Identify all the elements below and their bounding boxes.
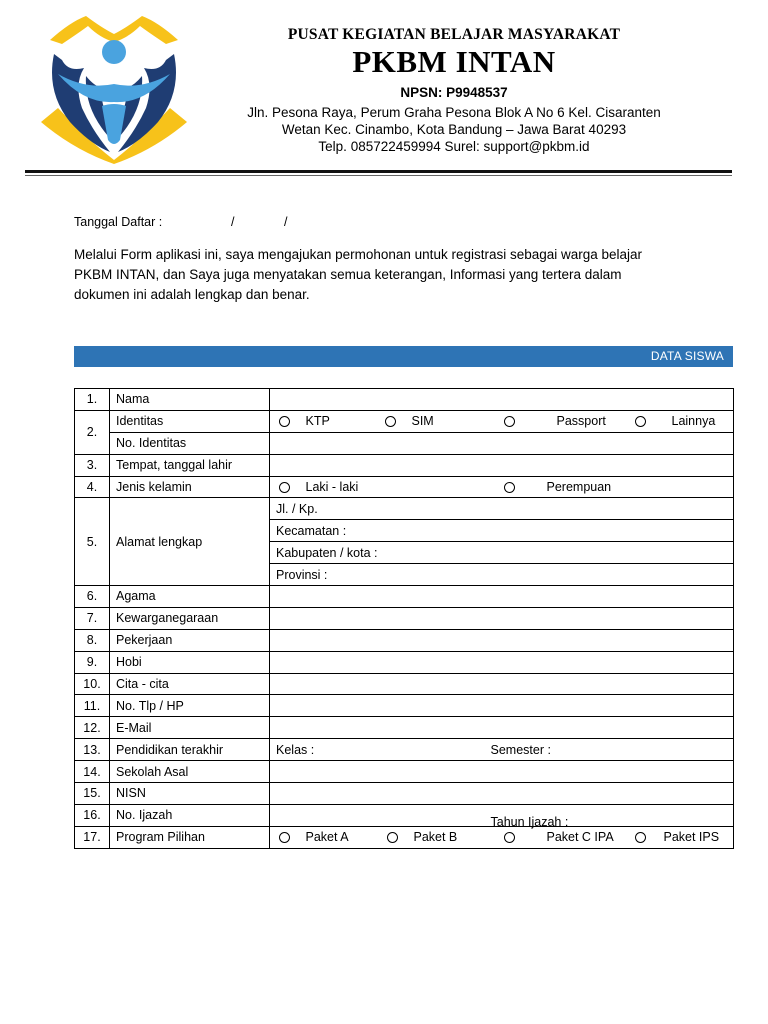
form-row-address xyxy=(75,498,734,520)
form-row-identity xyxy=(75,410,734,432)
field-label: Cita - cita xyxy=(110,673,270,695)
citizenship-input[interactable] xyxy=(270,607,734,629)
radio-icon[interactable] xyxy=(635,416,646,427)
header-divider xyxy=(25,170,732,173)
radio-icon[interactable] xyxy=(635,832,646,843)
street-input[interactable]: Jl. / Kp. xyxy=(270,498,734,520)
row-number: 1. xyxy=(75,389,110,411)
name-input[interactable] xyxy=(270,389,734,411)
option-paket-c-ipa[interactable]: Paket C IPA xyxy=(504,830,614,844)
radio-icon[interactable] xyxy=(387,832,398,843)
field-label: Sekolah Asal xyxy=(110,761,270,783)
nisn-input[interactable] xyxy=(270,783,734,805)
section-banner xyxy=(74,346,733,367)
option-paket-a[interactable]: Paket A xyxy=(279,830,349,844)
form-row-occupation xyxy=(75,629,734,651)
registration-date-label: Tanggal Daftar : xyxy=(74,215,163,229)
form-row-previous-school xyxy=(75,761,734,783)
student-data-form xyxy=(74,388,734,849)
certificate-year-label: Tahun Ijazah : xyxy=(490,815,569,830)
email-input[interactable] xyxy=(270,717,734,739)
address xyxy=(220,104,688,138)
row-number: 14. xyxy=(75,761,110,783)
occupation-input[interactable] xyxy=(270,629,734,651)
address-line-2: Wetan Kec. Cinambo, Kota Bandung – Jawa Barat 40293 xyxy=(281,122,627,137)
identity-number-input[interactable] xyxy=(270,432,734,454)
field-label: Tempat, tanggal lahir xyxy=(110,454,270,476)
row-number: 3. xyxy=(75,454,110,476)
pkbm-logo xyxy=(36,12,192,164)
intro-line: Melalui Form aplikasi ini, saya mengajukan permohonan untuk registrasi sebagai warga belajar xyxy=(74,247,643,262)
row-number: 6. xyxy=(75,586,110,608)
field-label: Identitas xyxy=(110,410,270,432)
field-label: NISN xyxy=(110,783,270,805)
district-input[interactable]: Kecamatan : xyxy=(270,520,734,542)
row-number: 8. xyxy=(75,629,110,651)
field-label: Kewarganegaraan xyxy=(110,607,270,629)
radio-icon[interactable] xyxy=(279,832,290,843)
header-divider-thin xyxy=(25,175,732,176)
field-label: No. Tlp / HP xyxy=(110,695,270,717)
row-number: 4. xyxy=(75,476,110,498)
option-sim[interactable]: SIM xyxy=(385,414,434,428)
previous-school-input[interactable] xyxy=(270,761,734,783)
form-row-program xyxy=(75,826,734,848)
field-label: No. Identitas xyxy=(110,432,270,454)
intro-line: PKBM INTAN, dan Saya juga menyatakan semua keterangan, Informasi yang tertera dalam xyxy=(74,267,622,282)
row-number: 15. xyxy=(75,783,110,805)
form-row-hobby xyxy=(75,651,734,673)
form-row-certificate xyxy=(75,804,734,826)
radio-icon[interactable] xyxy=(504,832,515,843)
date-separator: / xyxy=(231,215,235,229)
radio-icon[interactable] xyxy=(504,416,515,427)
province-input[interactable]: Provinsi : xyxy=(270,564,734,586)
class-label: Kelas : xyxy=(276,742,315,757)
row-number: 17. xyxy=(75,826,110,848)
row-number: 2. xyxy=(75,410,110,454)
row-number: 13. xyxy=(75,739,110,761)
identity-options xyxy=(270,410,734,432)
aspiration-input[interactable] xyxy=(270,673,734,695)
phone-input[interactable] xyxy=(270,695,734,717)
field-label: Hobi xyxy=(110,651,270,673)
form-row-religion xyxy=(75,586,734,608)
intro-statement xyxy=(74,245,714,305)
semester-label: Semester : xyxy=(490,742,551,757)
option-ktp[interactable]: KTP xyxy=(279,414,330,428)
form-row-email xyxy=(75,717,734,739)
organization-name: PKBM INTAN xyxy=(352,44,556,79)
gender-options xyxy=(270,476,734,498)
contact-info: Telp. 085722459994 Surel: support@pkbm.id xyxy=(318,139,590,154)
row-number: 9. xyxy=(75,651,110,673)
form-row-citizenship xyxy=(75,607,734,629)
form-row-birth xyxy=(75,454,734,476)
form-row-phone xyxy=(75,695,734,717)
radio-icon[interactable] xyxy=(385,416,396,427)
certificate-input[interactable] xyxy=(270,804,734,830)
option-passport[interactable]: Passport xyxy=(504,414,606,428)
row-number: 11. xyxy=(75,695,110,717)
field-label: E-Mail xyxy=(110,717,270,739)
field-label: Jenis kelamin xyxy=(110,476,270,498)
form-row-gender xyxy=(75,476,734,498)
education-input[interactable] xyxy=(270,739,734,761)
date-separator: / xyxy=(284,215,288,229)
row-number: 16. xyxy=(75,804,110,826)
form-row-education xyxy=(75,739,734,761)
city-input[interactable]: Kabupaten / kota : xyxy=(270,542,734,564)
birth-input[interactable] xyxy=(270,454,734,476)
field-label: Pekerjaan xyxy=(110,629,270,651)
radio-icon[interactable] xyxy=(279,482,290,493)
row-number: 5. xyxy=(75,498,110,586)
field-label: Program Pilihan xyxy=(110,826,270,848)
religion-input[interactable] xyxy=(270,586,734,608)
option-male[interactable]: Laki - laki xyxy=(279,480,359,494)
npsn: NPSN: P9948537 xyxy=(400,85,508,100)
field-label: No. Ijazah xyxy=(110,804,270,826)
radio-icon[interactable] xyxy=(279,416,290,427)
form-row-name xyxy=(75,389,734,411)
address-line-1: Jln. Pesona Raya, Perum Graha Pesona Blok A No 6 Kel. Cisaranten xyxy=(247,105,661,120)
intro-line: dokumen ini adalah lengkap dan benar. xyxy=(74,287,310,302)
form-row-identity-number xyxy=(75,432,734,454)
hobby-input[interactable] xyxy=(270,651,734,673)
program-options xyxy=(270,826,734,848)
form-row-nisn xyxy=(75,783,734,805)
row-number: 7. xyxy=(75,607,110,629)
option-lainnya[interactable]: Lainnya xyxy=(635,414,716,428)
radio-icon[interactable] xyxy=(504,482,515,493)
field-label: Pendidikan terakhir xyxy=(110,739,270,761)
section-title: DATA SISWA xyxy=(650,349,724,363)
row-number: 12. xyxy=(75,717,110,739)
field-label: Alamat lengkap xyxy=(110,498,270,586)
form-row-aspiration xyxy=(75,673,734,695)
field-label: Agama xyxy=(110,586,270,608)
option-female[interactable]: Perempuan xyxy=(504,480,612,494)
option-paket-b[interactable]: Paket B xyxy=(387,830,458,844)
organization-type: PUSAT KEGIATAN BELAJAR MASYARAKAT xyxy=(287,26,621,43)
option-paket-ips[interactable]: Paket IPS xyxy=(635,830,720,844)
field-label: Nama xyxy=(110,389,270,411)
row-number: 10. xyxy=(75,673,110,695)
